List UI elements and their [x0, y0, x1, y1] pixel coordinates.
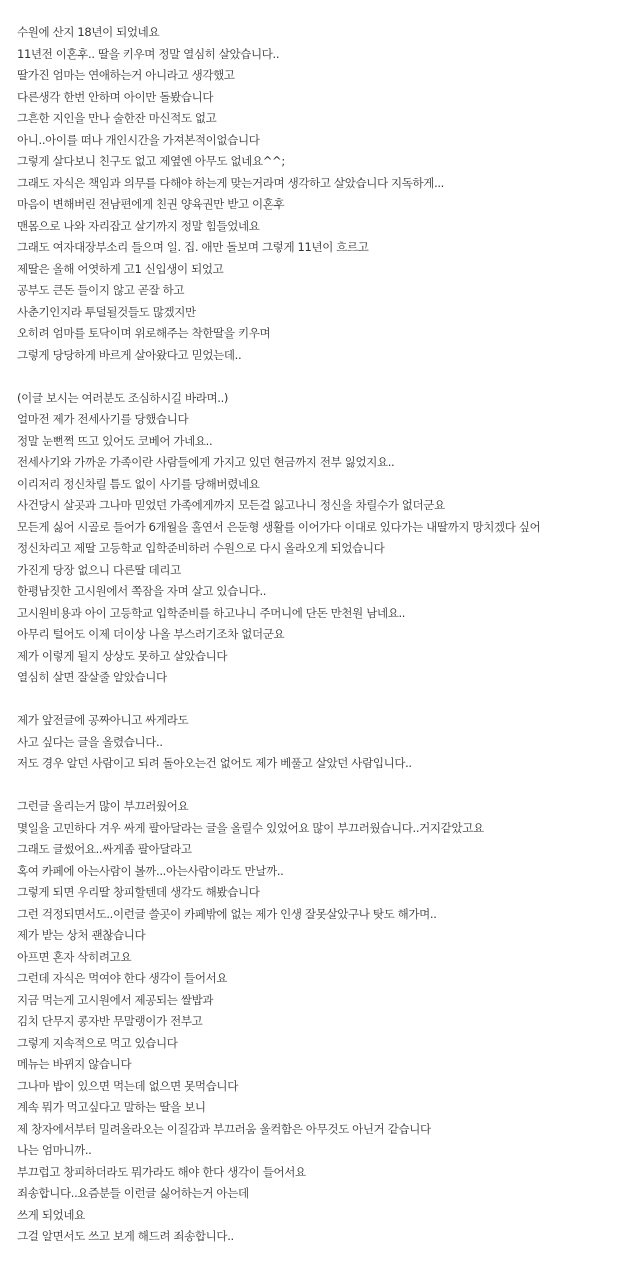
post-text-line: 공부도 큰돈 들이지 않고 곧잘 하고	[17, 283, 185, 297]
post-text-line: 그런 걱정되면서도..이런글 쓸곳이 카페밖에 없는 제가 인생 잘못살았구나 탓도 해가며..	[17, 906, 437, 921]
post-text-line: 지금 먹는게 고시원에서 제공되는 쌀밥과	[17, 992, 214, 1007]
post-text-line: 아프면 혼자 삭히려고요	[17, 949, 132, 964]
post-text-line: 11년전 이혼후.. 딸을 키우며 정말 열심히 살았습니다..	[17, 46, 280, 61]
post-text-line: 사고 싶다는 글을 올렸습니다..	[17, 734, 163, 749]
post-text-line: 한평남짓한 고시원에서 쪽잠을 자며 살고 있습니다..	[17, 584, 267, 598]
post-text-line: 아무리 털어도 이제 더이상 나올 부스러기조차 없더군요	[17, 627, 285, 641]
post-text-line: 그렇게 살다보니 친구도 없고 제옆엔 아무도 없네요^^;	[17, 154, 285, 168]
post-text-line: 사춘기인지라 투덜될것들도 많겠지만	[17, 304, 196, 319]
post-text-line: 사건당시 살곳과 그나마 믿었던 가족에게까지 모든걸 잃고나니 정신을 차릴수가 없더군요	[17, 498, 445, 512]
post-text-line: 그렇게 지속적으로 먹고 있습니다	[17, 1035, 178, 1050]
post-text-line: 죄송합니다..요즘분들 이런글 싫어하는거 아는데	[17, 1186, 249, 1200]
post-text-line: 그나마 밥이 있으면 먹는데 없으면 못먹습니다	[17, 1078, 238, 1093]
paragraph-spacer	[17, 775, 632, 797]
post-text-line: 제 창자에서부터 밀려올라오는 이질감과 부끄러움 울컥함은 아무것도 아닌거 같습니다	[17, 1121, 431, 1136]
paragraph-spacer	[17, 366, 632, 388]
post-text-line: 딸가진 엄마는 연애하는거 아니라고 생각했고	[17, 68, 235, 82]
post-text-line: 그래도 여자대장부소리 들으며 일. 집. 애만 돌보며 그렇게 11년이 흐르고	[17, 240, 369, 254]
post-text-line: 그렇게 당당하게 바르게 살아왔다고 믿었는데..	[17, 347, 242, 362]
post-text-line: 모든게 싫어 시골로 들어가 6개월을 홀연서 은둔형 생활를 이어가다 이대로 있다가는 내딸까지 망치겠다 싶어	[17, 519, 541, 534]
post-text-line: 맨몸으로 나와 자리잡고 살기까지 정말 힘들었네요	[17, 218, 260, 233]
post-text-line: 그렇게 되면 우리딸 창피할텐데 생각도 해봤습니다	[17, 885, 260, 899]
post-text-line: 그걸 알면서도 쓰고 보게 해드려 죄송합니다..	[17, 1229, 234, 1243]
post-text-line: 전세사기와 가까운 가족이란 사람들에게 가지고 있던 현금까지 전부 잃었지요..	[17, 455, 395, 469]
post-text-line: 얼마전 제가 전세사기를 당했습니다	[17, 412, 189, 426]
post-text-line: 고시원비용과 아이 고등학교 입학준비를 하고나니 주머니에 단돈 만천원 남네요..	[17, 605, 406, 620]
post-text-line: 그흔한 지인을 만나 술한잔 마신적도 없고	[17, 111, 217, 125]
post-text-line: 제가 이렇게 될지 상상도 못하고 살았습니다	[17, 648, 228, 663]
post-text-line: 계속 뭐가 먹고싶다고 말하는 딸을 보니	[17, 1100, 206, 1114]
post-text-line: 김치 단무지 콩자반 무말랭이가 전부고	[17, 1014, 203, 1028]
post-text-line: 그래도 자식은 책임과 의무를 다해야 하는게 맞는거라며 생각하고 살았습니다 지독하게...	[17, 175, 444, 190]
post-text-line: 쓰게 되었네요	[17, 1207, 85, 1222]
post-text-line: 오히려 엄마를 토닥이며 위로해주는 착한딸을 키우며	[17, 326, 271, 340]
post-text-line: 혹여 카페에 아는사람이 볼까...아는사람이라도 만날까..	[17, 863, 284, 878]
post-text-line: 부끄럽고 창피하더라도 뭐가라도 해야 한다 생각이 들어서요	[17, 1164, 306, 1179]
post-text-line: 아니..아이를 떠나 개인시간을 가져본적이없습니다	[17, 132, 260, 147]
post-text-line: 그런글 올리는거 많이 부끄러웠어요	[17, 799, 189, 813]
post-text-line: 그런데 자식은 먹여야 한다 생각이 들어서요	[17, 971, 228, 985]
post-text-line: 나는 엄마니까..	[17, 1143, 92, 1157]
post-text-line: 제가 앞전글에 공짜아니고 싸게라도	[17, 713, 189, 727]
post-text-line: 저도 경우 알던 사람이고 되려 돌아오는건 없어도 제가 베풀고 살았던 사람입니다..	[17, 756, 412, 770]
post-text-line: 수원에 산지 18년이 되었네요	[17, 25, 160, 39]
post-text-line: 정말 눈뻔쩍 뜨고 있어도 코베어 가네요..	[17, 433, 213, 448]
paragraph-spacer	[17, 689, 632, 711]
post-text-line: 제가 받는 상처 괜찮습니다	[17, 928, 146, 942]
post-text-line: 메뉴는 바뀌지 않습니다	[17, 1057, 132, 1071]
post-text-line: 이리저리 정신차릴 틈도 없이 사기를 당해버렸네요	[17, 476, 260, 491]
post-text-line: 마음이 변해버린 전남편에게 친권 양육권만 받고 이혼후	[17, 197, 285, 211]
post-text-line: 다른생각 한번 안하며 아이만 돌봤습니다	[17, 89, 214, 104]
post-body	[17, 22, 632, 1248]
post-text-line: 그래도 글썼어요..싸게좀 팔아달라고	[17, 842, 192, 856]
post-text-line: (이글 보시는 여러분도 조심하시길 바라며..)	[17, 390, 229, 405]
post-text-line: 몇일을 고민하다 겨우 싸게 팔아달라는 글을 올릴수 있었어요 많이 부끄러웠습니다..거지같았고요	[17, 820, 484, 835]
post-text-line: 열심히 살면 잘살줄 알았습니다	[17, 670, 167, 684]
post-text-line: 가진게 당장 없으니 다른딸 데리고	[17, 562, 181, 577]
post-text-line: 정신차리고 제딸 고등학교 입학준비하러 수원으로 다시 올라오게 되었습니다	[17, 541, 385, 555]
post-text-line: 제딸은 올해 어엿하게 고1 신입생이 되었고	[17, 261, 224, 276]
